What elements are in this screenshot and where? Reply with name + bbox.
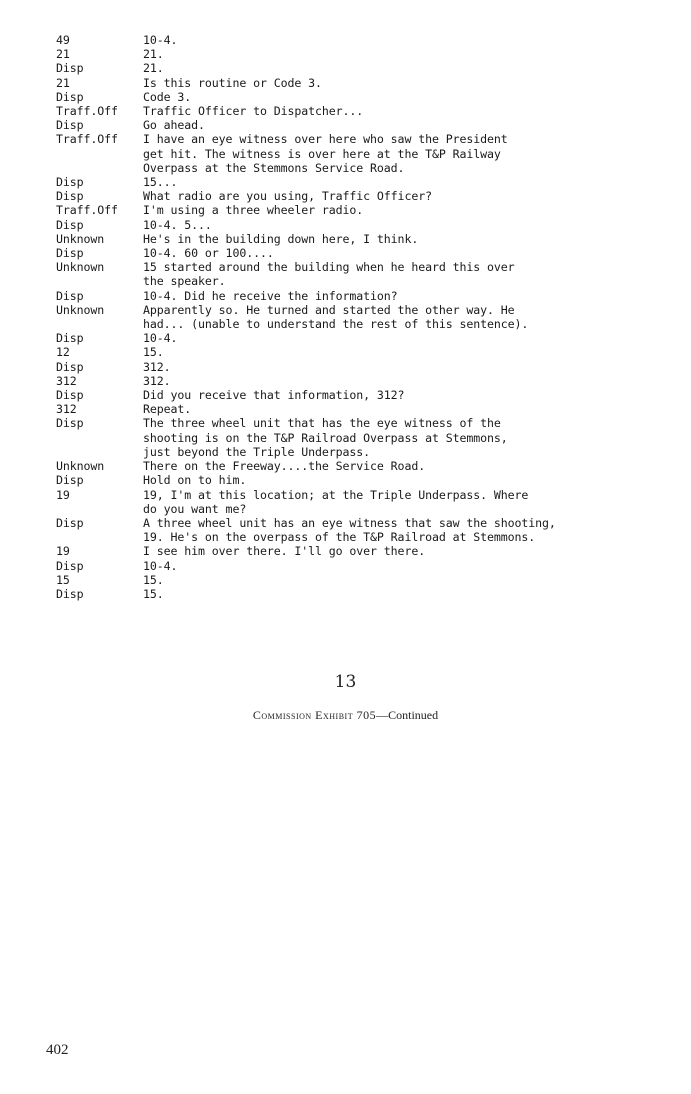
radio-transcript [56,33,656,601]
transcript-row [56,189,656,203]
utterance-text: Hold on to him. [143,473,247,488]
speaker-label: Disp [56,515,84,530]
speaker-label: Disp [56,359,84,374]
speaker-label: Disp [56,388,84,403]
speaker-label: Disp [56,61,84,76]
speaker-label: Traff.Off [56,203,118,218]
transcript-row [56,203,656,217]
speaker-label: Unknown [56,459,105,474]
utterance-text: 10-4. Did he receive the information? [143,288,398,303]
transcript-row [56,303,656,331]
utterance-text: Traffic Officer to Dispatcher... [143,104,364,119]
utterance-text: I see him over there. I'll go over there. [143,544,426,559]
speaker-label: 312 [56,402,77,417]
transcript-row [56,360,656,374]
speaker-label: Disp [56,586,84,601]
utterance-text: A three wheel unit has an eye witness that saw the shooting, 19. He's on the overpass of the T&P Railroad at Stemmons. [143,515,556,545]
utterance-text: 10-4. [143,33,178,47]
utterance-text: The three wheel unit that has the eye witness of the shooting is on the T&P Railroad Overpass at Stemmons, just beyond the Triple Underpass. [143,416,508,459]
transcript-row [56,544,656,558]
utterance-text: 21. [143,61,164,76]
transcript-row [56,388,656,402]
speaker-label: Disp [56,189,84,204]
speaker-label: Unknown [56,302,105,317]
utterance-text: 10-4. 5... [143,217,212,232]
transcript-row [56,246,656,260]
transcript-row [56,559,656,573]
utterance-text: Repeat. [143,402,192,417]
exhibit-caption [0,708,691,723]
speaker-label: Disp [56,416,84,431]
inner-page-number: 13 [334,672,357,692]
exhibit-label: Commission Exhibit 705 [252,708,377,722]
transcript-row [56,488,656,516]
transcript-row [56,118,656,132]
speaker-label: 49 [56,33,70,47]
utterance-text: There on the Freeway....the Service Road. [143,459,426,474]
utterance-text: Is this routine or Code 3. [143,75,322,90]
speaker-label: 21 [56,47,70,62]
speaker-label: Disp [56,331,84,346]
speaker-label: 19 [56,544,70,559]
transcript-row [56,260,656,288]
speaker-label: Disp [56,246,84,261]
utterance-text: Go ahead. [143,118,205,133]
transcript-row [56,516,656,544]
utterance-text: Code 3. [143,89,192,104]
transcript-row [56,61,656,75]
transcript-row [56,459,656,473]
utterance-text: He's in the building down here, I think. [143,231,419,246]
utterance-text: 10-4. [143,558,178,573]
speaker-label: 15 [56,572,70,587]
transcript-row [56,402,656,416]
speaker-label: Disp [56,288,84,303]
utterance-text: 19, I'm at this location; at the Triple Underpass. Where do you want me? [143,487,529,516]
transcript-row [56,104,656,118]
speaker-label: Disp [56,89,84,104]
utterance-text: 21. [143,47,164,62]
utterance-text: 312. [143,359,171,374]
speaker-label: Unknown [56,231,105,246]
speaker-label: 312 [56,373,77,388]
utterance-text: 15. [143,345,164,360]
speaker-label: Disp [56,118,84,133]
transcript-row [56,374,656,388]
transcript-row [56,90,656,104]
utterance-text: 312. [143,373,171,388]
utterance-text: Did you receive that information, 312? [143,388,405,403]
speaker-label: Disp [56,473,84,488]
transcript-row [56,345,656,359]
speaker-label: Disp [56,217,84,232]
speaker-label: Traff.Off [56,132,118,147]
transcript-row [56,76,656,90]
utterance-text: 10-4. 60 or 100.... [143,246,274,261]
transcript-row [56,232,656,246]
transcript-row [56,587,656,601]
utterance-text: What radio are you using, Traffic Officer? [143,189,432,204]
transcript-row [56,289,656,303]
transcript-row [56,473,656,487]
utterance-text: I'm using a three wheeler radio. [143,203,364,218]
transcript-row [56,47,656,61]
transcript-row [56,573,656,587]
speaker-label: Unknown [56,260,105,275]
transcript-row [56,218,656,232]
transcript-row [56,331,656,345]
speaker-label: 19 [56,487,70,502]
page-folio: 402 [46,1042,69,1058]
utterance-text: I have an eye witness over here who saw the President get hit. The witness is over here at the T&P Railway Overpass at the Stemmons Service Road. [143,132,508,175]
utterance-text: 15. [143,586,164,601]
utterance-text: 10-4. [143,331,178,346]
transcript-row [56,132,656,175]
transcript-row [56,175,656,189]
speaker-label: 12 [56,345,70,360]
utterance-text: 15. [143,572,164,587]
utterance-text: Apparently so. He turned and started the other way. He had... (unable to understand the rest of this sentence). [143,302,529,332]
exhibit-continued: —Continued [376,708,439,722]
speaker-label: Traff.Off [56,104,118,119]
utterance-text: 15... [143,175,178,190]
transcript-row [56,416,656,459]
speaker-label: 21 [56,75,70,90]
speaker-label: Disp [56,558,84,573]
speaker-label: Disp [56,175,84,190]
transcript-row [56,33,656,47]
utterance-text: 15 started around the building when he heard this over the speaker. [143,260,515,289]
